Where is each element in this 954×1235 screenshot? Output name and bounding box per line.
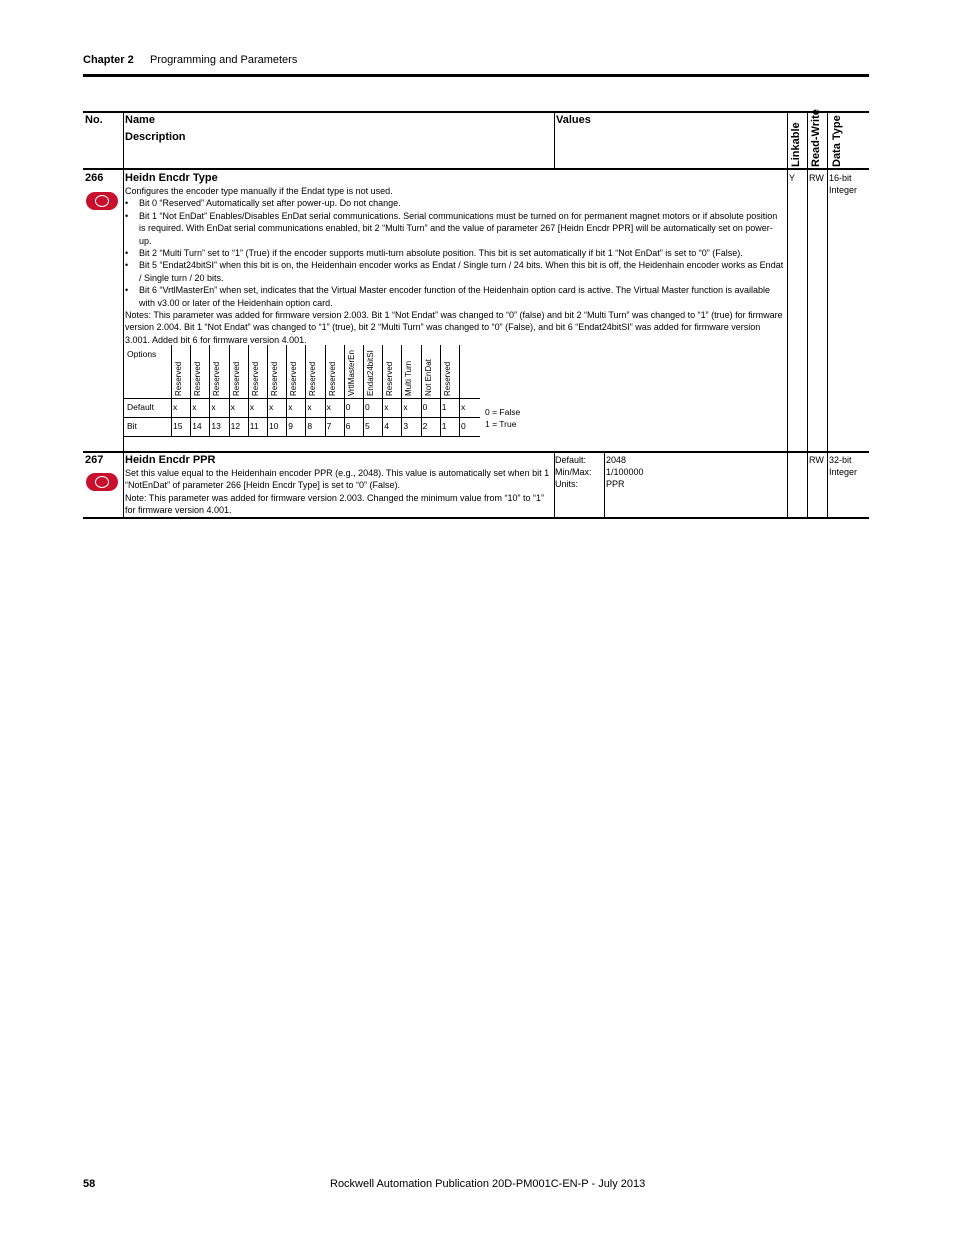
bit-default: x	[403, 402, 408, 412]
param-name: Heidn Encdr Type	[125, 172, 218, 184]
grid-column-rule	[171, 345, 172, 437]
col-divider	[807, 111, 808, 519]
param-name: Heidn Encdr PPR	[125, 454, 216, 466]
bullet-item: • Bit 5 “Endat24bitSI” when this bit is on, the Heidenhain encoder works as Endat / Single turn / 24 bits. When this bit is off, the Heidenhain encoder works as Endat / Single turn / 20 bits.	[125, 259, 785, 284]
col-divider	[604, 452, 605, 518]
bit-name: Reserved	[308, 361, 318, 396]
param-note: Note: This parameter was added for firmware version 2.003. Changed the minimum value from “10” to “1” for firmware version 4.001.	[125, 492, 545, 516]
grid-column-rule	[382, 345, 383, 437]
bit-default: x	[307, 402, 312, 412]
bit-number: 6	[345, 421, 351, 431]
bit-number: 15	[173, 421, 183, 431]
bit-default: x	[384, 402, 389, 412]
legend-true: 1 = True	[485, 419, 517, 429]
bullet-item: • Bit 2 “Multi Turn” set to “1” (True) if the encoder supports mutli-turn absolute position. This bit is set automatically if bit 1 “Not EnDat” is set to “0” (False).	[125, 247, 785, 259]
bit-name: Reserved	[174, 361, 183, 396]
bit-default: x	[249, 402, 255, 412]
bit-default: 0	[365, 402, 370, 412]
chapter-label: Chapter 2	[83, 54, 134, 66]
header-data-type: Data Type	[831, 115, 843, 167]
bit-default: x	[211, 402, 216, 412]
bit-number: 0	[461, 421, 466, 431]
default-value: 2048	[606, 455, 627, 465]
bullet-item: • Bit 1 “Not EnDat” Enables/Disables EnDat serial communications. Serial communications must be turned on for permanent magnet motors or if absolute position is required. With EnDat serial communications enabled, bit 2 “Multi Turn” and the value of parameter 267 [Heidn Encdr PPR] will be automatically set on power-up.	[125, 210, 785, 247]
bit-number: 14	[192, 421, 202, 431]
grid-rule	[124, 436, 480, 437]
units-label: Units:	[555, 479, 579, 489]
data-type-value: Integer	[829, 185, 858, 195]
bit-default: x	[173, 402, 178, 412]
bit-number: 13	[211, 421, 221, 431]
read-write-value: RW	[809, 455, 824, 465]
header-name: Name	[125, 114, 155, 126]
page-number: 58	[83, 1178, 96, 1190]
bit-name: Multi Turn	[404, 360, 414, 396]
parameter-table	[83, 111, 869, 521]
section-title: Programming and Parameters	[150, 54, 298, 66]
grid-rule	[124, 398, 480, 399]
header-rule	[83, 74, 869, 77]
param-266-body	[125, 172, 785, 346]
param-description: Set this value equal to the Heidenhain encoder PPR (e.g., 2048). This value is automatically set when bit 1 “NotEnDat” of parameter 266 [Heidn Encdr Type] is set to “0” (False).	[125, 468, 550, 491]
units-value: PPR	[606, 479, 625, 489]
param-notes: Notes: This parameter was added for firmware version 2.003. Bit 1 “Not Endat” was changed to “0” (false) and bit 2 “Multi Turn” was changed to “1” (true) for firmware version 2.004. Bit 1 “Not Endat” was changed to “1” (true), bit 2 “Multi Turn” was changed to “0” (False), and bit 6 “Endat24bitSI” was added for firmware version 3.001. Added bit 6 for firmware version 4.001.	[125, 310, 783, 345]
grid-column-rule	[363, 345, 364, 437]
table-top-rule	[83, 111, 869, 113]
param-267-body	[125, 454, 550, 517]
bit-name: Not EnDat	[423, 359, 433, 396]
data-type-value: 16-bit	[829, 173, 852, 183]
read-write-value: RW	[809, 173, 824, 183]
param-number: 266	[85, 172, 104, 184]
param-intro: Configures the encoder type manually if the Endat type is not used.	[125, 186, 393, 196]
bit-default: 1	[441, 402, 447, 412]
bit-number: 12	[230, 421, 241, 431]
bit-default: x	[192, 402, 197, 412]
default-label: Default	[127, 402, 154, 412]
grid-column-rule	[229, 345, 230, 437]
bit-default: 0	[422, 402, 428, 412]
col-divider	[827, 111, 828, 519]
options-label: Options	[127, 349, 157, 359]
bit-default: x	[230, 402, 235, 412]
bit-name: Reserved	[289, 361, 299, 396]
header-values: Values	[556, 114, 591, 126]
bit-label: Bit	[127, 421, 137, 431]
bit-name: Reserved	[212, 361, 222, 396]
grid-column-rule	[325, 345, 326, 437]
bit-default: x	[461, 402, 466, 412]
bit-number: 2	[422, 421, 428, 431]
grid-column-rule	[459, 345, 460, 437]
bullet-item: • Bit 6 “VrtlMasterEn” when set, indicates that the Virtual Master encoder function of the Heidenhain option card is active. The Virtual Master function is available with v3.00 or later of the Heidenhain option card.	[125, 284, 785, 309]
default-label: Default:	[555, 455, 587, 465]
bit-name: Endat24bitSI	[366, 350, 375, 396]
minmax-value: 1/100000	[606, 467, 644, 477]
data-type-value: Integer	[829, 467, 858, 477]
bit-name: Reserved	[231, 361, 241, 396]
bit-name: Reserved	[385, 361, 395, 396]
grid-column-rule	[286, 345, 287, 437]
row-divider	[83, 451, 869, 453]
header-read-write: Read-Write	[810, 109, 822, 167]
bit-number: 10	[269, 421, 279, 431]
publication-info: Rockwell Automation Publication 20D-PM001C-EN-P - July 2013	[330, 1178, 646, 1190]
bit-default: x	[326, 402, 331, 412]
bit-name: Reserved	[193, 361, 203, 396]
encoder-option-icon	[86, 473, 118, 491]
bit-number: 3	[403, 421, 409, 431]
header-no: No.	[85, 114, 103, 126]
bit-number: 4	[384, 421, 389, 431]
param-number: 267	[85, 454, 104, 466]
col-divider	[787, 111, 788, 519]
bit-default: 0	[345, 402, 351, 412]
grid-column-rule	[305, 345, 306, 437]
bit-number: 7	[326, 421, 332, 431]
minmax-label: Min/Max:	[555, 467, 592, 477]
grid-column-rule	[421, 345, 422, 437]
grid-rule	[124, 417, 480, 418]
bit-name: Reserved	[327, 361, 337, 396]
grid-column-rule	[440, 345, 441, 437]
grid-column-rule	[401, 345, 402, 437]
col-divider	[123, 111, 124, 519]
bullet-item: • Bit 0 “Reserved” Automatically set after power-up. Do not change.	[125, 197, 785, 209]
bit-name: Reserved	[442, 361, 452, 396]
bit-name: Reserved	[270, 361, 279, 396]
grid-column-rule	[190, 345, 191, 437]
data-type-value: 32-bit	[829, 455, 852, 465]
linkable-value: Y	[789, 173, 796, 183]
header-linkable: Linkable	[790, 122, 802, 167]
legend-false: 0 = False	[485, 407, 521, 417]
table-bottom-rule	[83, 517, 869, 519]
bit-number: 8	[307, 421, 313, 431]
bit-default: x	[288, 402, 293, 412]
bit-number: 1	[441, 421, 447, 431]
header-bottom-rule	[83, 168, 869, 170]
grid-column-rule	[344, 345, 345, 437]
bit-number: 5	[365, 421, 370, 431]
col-divider	[554, 111, 555, 169]
header-description: Description	[125, 131, 186, 143]
bit-name: Reserved	[250, 361, 260, 396]
options-grid	[124, 345, 524, 437]
bit-name: VrtlMasterEn	[346, 350, 356, 396]
bit-number: 11	[249, 421, 259, 431]
bit-default: x	[269, 402, 274, 412]
encoder-option-icon	[86, 192, 118, 210]
grid-column-rule	[267, 345, 268, 437]
grid-column-rule	[248, 345, 249, 437]
bit-number: 9	[288, 421, 293, 431]
grid-column-rule	[209, 345, 210, 437]
